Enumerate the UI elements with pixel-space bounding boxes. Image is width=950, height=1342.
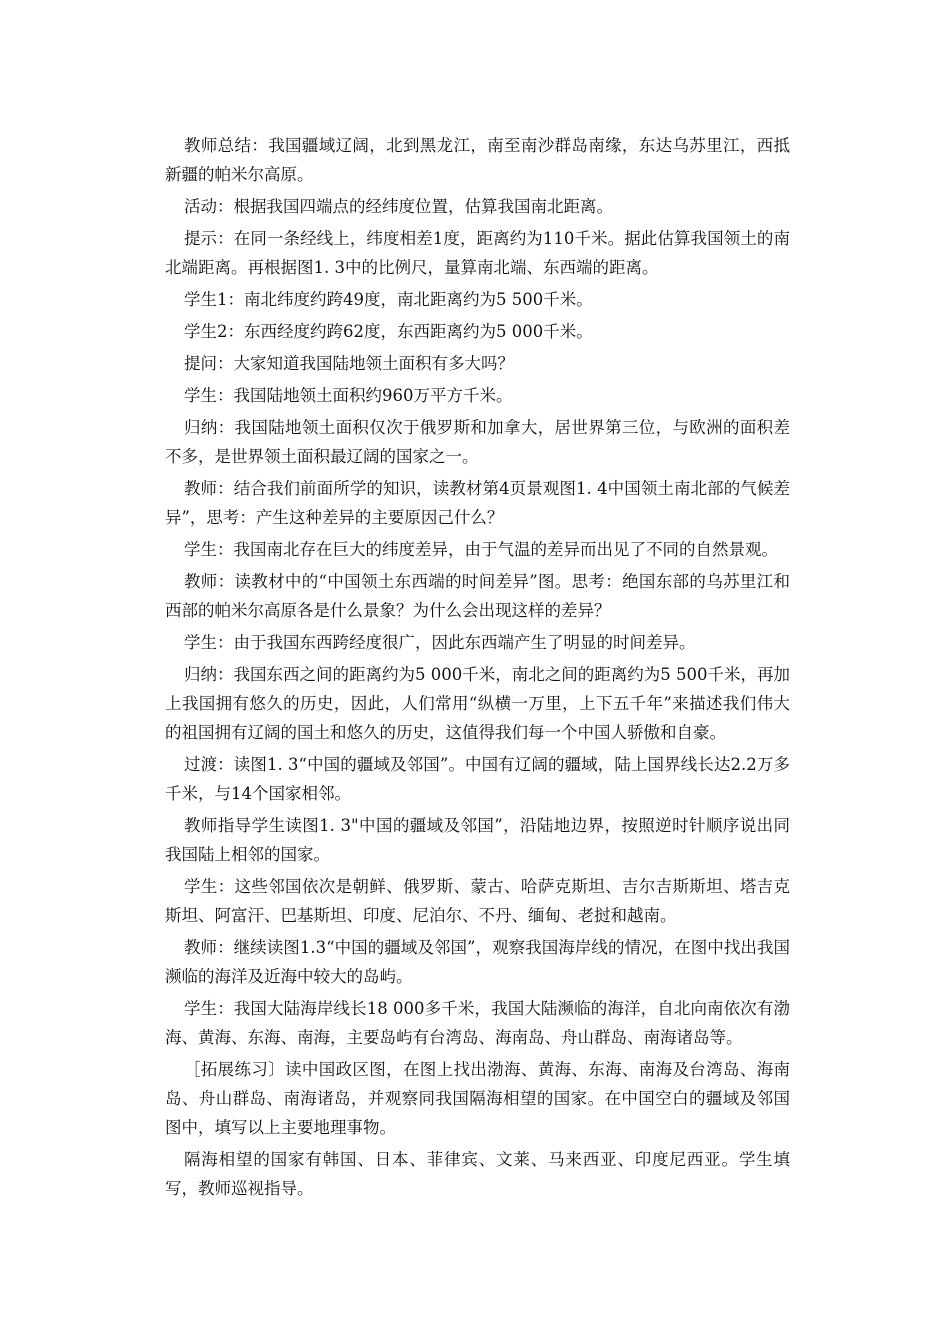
paragraph-teacher-time: 教师：读教材中的“中国领土东西端的时间差异”图。思考：绝国东部的乌苏里江和西部的帕米尔高原各是什么景象？为什么会出现这样的差异？ <box>165 572 790 620</box>
paragraph-overseas-neighbors: 隔海相望的国家有韩国、日本、菲律宾、文莱、马来西亚、印度尼西亚。学生填写，教师巡视指导。 <box>165 1150 790 1198</box>
paragraph-hint: 提示：在同一条经线上，纬度相差1度，距离约为110千米。据此估算我国领土的南北端距离。再根据图1. 3中的比例尺，量算南北端、东西端的距离。 <box>165 229 790 277</box>
paragraph-student-area: 学生：我国陆地领土面积约960万平方千米。 <box>183 386 513 405</box>
paragraph-teacher-neighbors: 教师指导学生读图1. 3"中国的疆域及邻国”，沿陆地边界，按照逆时针顺序说出同我国陆上相邻的国家。 <box>165 816 790 864</box>
paragraph-extension-exercise: ［拓展练习〕读中国政区图，在图上找出渤海、黄海、东海、南海及台湾岛、海南岛、舟山群岛、南海诸岛，并观察同我国隔海相望的国家。在中国空白的疆域及邻国图中，填写以上主要地理事物。 <box>165 1060 790 1137</box>
paragraph-teacher-summary: 教师总结：我国疆域辽阔，北到黑龙江，南至南沙群岛南缘，东达乌苏里江，西抵新疆的帕米尔高原。 <box>165 136 790 184</box>
paragraph-student-2: 学生2：东西经度约跨62度，东西距离约为5 000千米。 <box>183 322 593 341</box>
paragraph-activity: 活动：根据我国四端点的经纬度位置，估算我国南北距离。 <box>183 197 613 216</box>
paragraph-summary-area: 归纳：我国陆地领土面积仅次于俄罗斯和加拿大，居世界第三位，与欧洲的面积差不多，是世界领土面积最辽阔的国家之一。 <box>165 418 790 466</box>
paragraph-student-coast: 学生：我国大陆海岸线长18 000多千米，我国大陆濒临的海洋，自北向南依次有渤海、黄海、东海、南海，主要岛屿有台湾岛、海南岛、舟山群岛、南海诸岛等。 <box>165 999 790 1047</box>
paragraph-question: 提问：大家知道我国陆地领土面积有多大吗？ <box>183 354 514 373</box>
paragraph-summary-distance: 归纳：我国东西之间的距离约为5 000千米，南北之间的距离约为5 500千米，再加上我国拥有悠久的历史，因此，人们常用“纵横一万里，上下五千年”来描述我们伟大的祖国拥有辽阔的国土和悠久的历史，这值得我们每一个中国人骄傲和自豪。 <box>165 665 790 742</box>
document-page <box>165 131 790 1206</box>
paragraph-student-latitude: 学生：我国南北存在巨大的纬度差异，由于气温的差异而出见了不同的自然景观。 <box>183 540 778 559</box>
paragraph-teacher-climate: 教师：结合我们前面所学的知识，读教材第4页景观图1. 4中国领土南北部的气候差异”，思考：产生这种差异的主要原因己什么？ <box>165 479 790 527</box>
paragraph-student-time: 学生：由于我国东西跨经度很广，因此东西端产生了明显的时间差异。 <box>183 633 696 652</box>
paragraph-student-1: 学生1：南北纬度约跨49度，南北距离约为5 500千米。 <box>183 290 593 309</box>
paragraph-transition: 过渡：读图1. 3“中国的疆域及邻国”。中国有辽阔的疆域，陆上国界线长达2.2万多千米，与14个国家相邻。 <box>165 755 790 803</box>
paragraph-teacher-coast: 教师：继续读图1.3“中国的疆域及邻国”，观察我国海岸线的情况，在图中找出我国濒临的海洋及近海中较大的岛屿。 <box>165 938 790 986</box>
paragraph-student-neighbors: 学生：这些邻国依次是朝鲜、俄罗斯、蒙古、哈萨克斯坦、吉尔吉斯斯坦、塔吉克斯坦、阿富汗、巴基斯坦、印度、尼泊尔、不丹、缅甸、老挝和越南。 <box>165 877 790 925</box>
